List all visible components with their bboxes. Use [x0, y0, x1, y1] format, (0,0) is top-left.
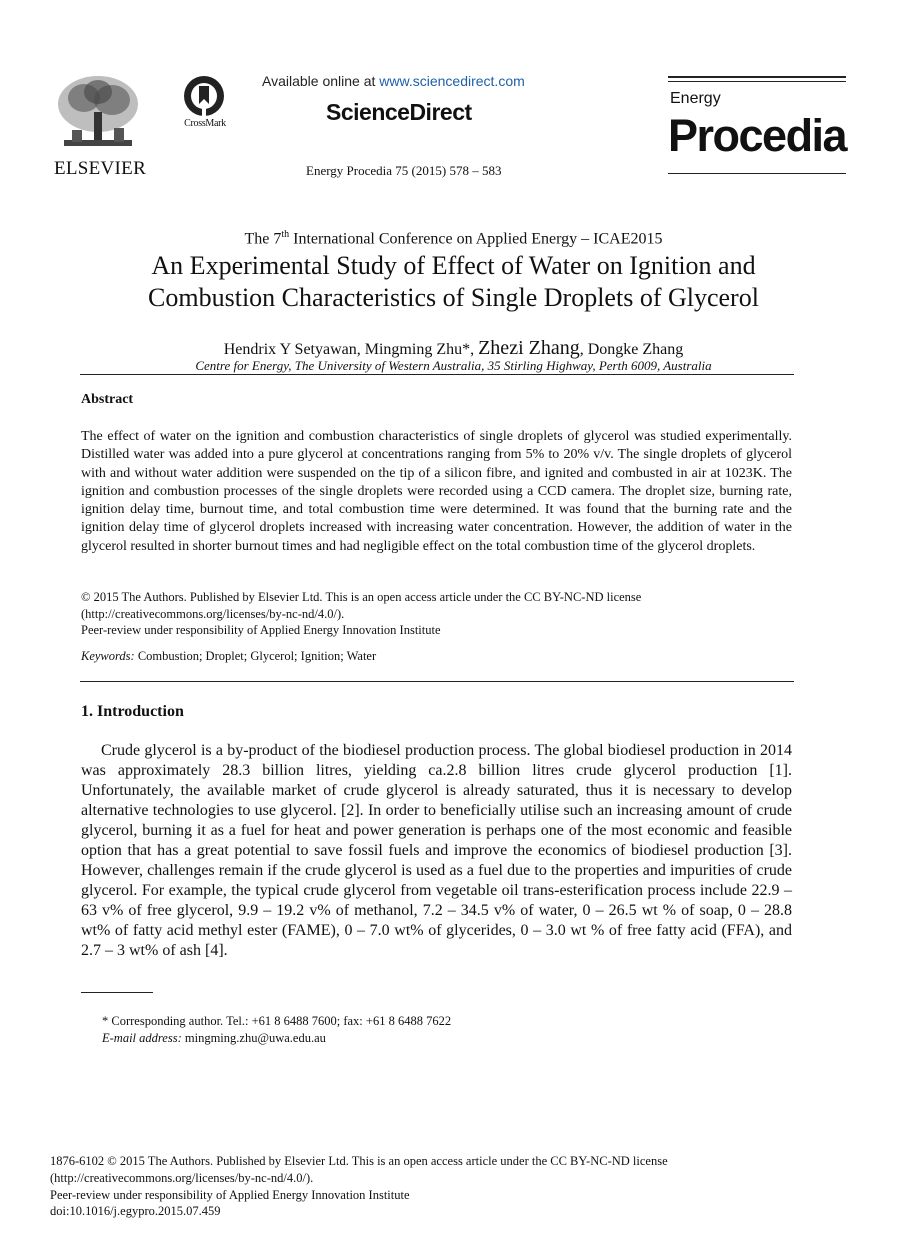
license-link[interactable]: (http://creativecommons.org/licenses/by-nc-nd/4.0/).	[81, 606, 345, 621]
introduction-text: Crude glycerol is a by-product of the biodiesel production process. The global biodiesel production in 2014 was approximately 28.3 billion litres, yielding ca.2.8 billion litres crude glycerol production [1]. Unfortunately, the available market of crude glycerol is already saturated, thus it is necessary to develop alternative technologies to use glycerol. [2]. In order to beneficially utilise such an increasing amount of crude glycerol, burning it as a fuel for heat and power generation is perhaps one of the most economic and feasible option that has a great potential to save fossil fuels and improve the economics of biodiesel production [3]. However, challenges remain if the crude glycerol is used as a fuel due to the properties and impurities of crude glycerol. For example, the typical crude glycerol from vegetable oil trans-esterification process include 22.9 – 63 v% of free glycerol, 9.9 – 19.2 v% of methanol, 7.2 – 34.5 v% of water, 0 – 26.5 wt % of soap, 0 – 28.8 wt% of fatty acid methyl ester (FAME), 0 – 7.0 wt% of glycerides, 0 – 3.0 wt % of free fatty acid (FFA), and 2.7 – 3 wt% of ash [4].	[81, 742, 792, 959]
conference-pre: The 7	[244, 230, 282, 248]
conference-sup: th	[281, 229, 290, 240]
abstract-text: The effect of water on the ignition and combustion characteristics of single droplets of glycerol was studied experimentally. Distilled water was added into a pure glycerol at concentrations ranging from 5% to 20% v/v. The single droplets of glycerol with and without water addition were suspended on the tip of a silicon fibre, and ignited and combusted in air at 1023K. The ignition and combustion processes of the single droplets were recorded using a CCD camera. The droplet size, burning rate, ignition delay time, burnout time, and total combustion time were determined. It was found that the burning rate and the ignition delay time of glycerol droplets increased with increasing water concentration. However, the addition of water in the glycerol resulted in shorter burnout times and had negligible effect on the total combustion time of the glycerol droplets.	[81, 429, 792, 554]
divider-bottom	[80, 681, 794, 682]
authors-part-a: Hendrix Y Setyawan, Mingming Zhu*,	[223, 341, 479, 358]
paper-title-line2: Combustion Characteristics of Single Droplets of Glycerol	[148, 283, 759, 312]
authors	[0, 337, 907, 360]
crossmark-icon	[182, 74, 226, 118]
conference-line	[0, 229, 907, 248]
journal-logo	[668, 76, 848, 176]
keywords-label: Keywords:	[81, 649, 135, 663]
conference-post: International Conference on Applied Energy – ICAE2015	[289, 230, 663, 248]
peer-review-line: Peer-review under responsibility of Applied Energy Innovation Institute	[81, 623, 441, 638]
publisher-name: ELSEVIER	[53, 158, 147, 179]
elsevier-logo	[50, 74, 150, 178]
email-label: E-mail address:	[102, 1031, 182, 1045]
keywords	[81, 649, 792, 664]
license-block	[81, 589, 792, 639]
authors-part-c: , Dongke Zhang	[579, 341, 684, 358]
license-line1: © 2015 The Authors. Published by Elsevier Ltd. This is an open access article under the CC BY-NC-ND license	[81, 590, 642, 604]
availability-prefix: Available online at	[262, 73, 380, 89]
bottom-license-line: 1876-6102 © 2015 The Authors. Published by Elsevier Ltd. This is an open access article under the CC BY-NC-ND license	[50, 1154, 668, 1168]
journal-logo-small: Energy	[670, 90, 721, 107]
divider-top	[80, 374, 794, 375]
journal-logo-big: Procedia	[668, 110, 847, 161]
corresponding-author-note: * Corresponding author. Tel.: +61 8 6488 7600; fax: +61 8 6488 7622	[102, 1014, 452, 1028]
abstract-heading: Abstract	[81, 392, 134, 407]
crossmark-label: CrossMark	[184, 118, 226, 129]
section-heading: 1. Introduction	[81, 703, 184, 720]
availability-line	[262, 73, 525, 89]
paper-title-line1: An Experimental Study of Effect of Water on Ignition and	[151, 251, 756, 280]
footnote-rule	[81, 992, 153, 993]
bottom-info	[50, 1153, 850, 1220]
keywords-list: Combustion; Droplet; Glycerol; Ignition; Water	[134, 649, 377, 663]
crossmark-logo[interactable]	[170, 74, 240, 134]
bottom-peer-review: Peer-review under responsibility of Applied Energy Innovation Institute	[50, 1187, 410, 1202]
platform-name: ScienceDirect	[326, 99, 472, 125]
logo-rule-top	[668, 76, 846, 78]
sciencedirect-link[interactable]: www.sciencedirect.com	[379, 73, 525, 89]
logo-rule-top-thin	[668, 81, 846, 82]
elsevier-tree-icon	[54, 74, 142, 152]
doi[interactable]: doi:10.1016/j.egypro.2015.07.459	[50, 1204, 221, 1219]
email-address[interactable]: mingming.zhu@uwa.edu.au	[181, 1031, 326, 1045]
logo-rule-bottom	[668, 173, 846, 174]
email-note	[102, 1031, 326, 1046]
journal-reference: Energy Procedia 75 (2015) 578 – 583	[306, 163, 502, 178]
authors-part-b: Zhezi Zhang	[478, 337, 580, 359]
bottom-license-link[interactable]: (http://creativecommons.org/licenses/by-nc-nd/4.0/).	[50, 1170, 314, 1185]
affiliation: Centre for Energy, The University of Western Australia, 35 Stirling Highway, Perth 6009, Australia	[195, 358, 712, 373]
